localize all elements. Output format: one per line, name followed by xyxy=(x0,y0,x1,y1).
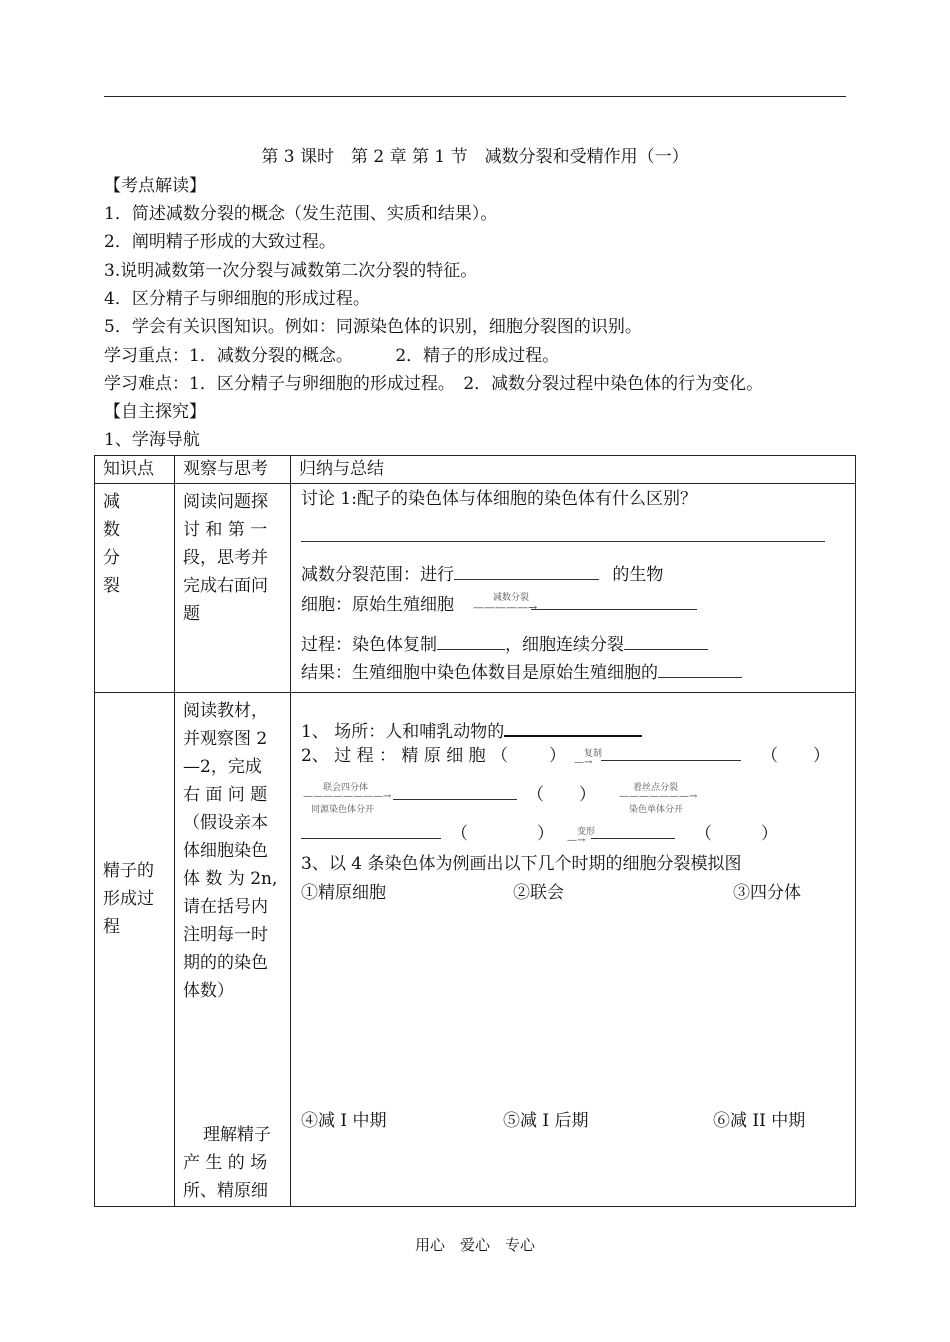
arrow-icon: ————————→ xyxy=(303,791,392,802)
topic-line: 程 xyxy=(103,917,120,937)
centromere-arrow xyxy=(619,783,697,815)
place-blank[interactable] xyxy=(504,721,642,737)
secondary-blank[interactable] xyxy=(393,785,517,800)
replicate-arrow xyxy=(574,749,602,767)
place-line xyxy=(301,721,642,743)
answer-line[interactable] xyxy=(301,541,825,542)
observe-line: 并观察图 2 xyxy=(183,729,268,749)
topic-line: 形成过 xyxy=(103,889,154,909)
point-3: 3.说明减数第一次分裂与减数第二次分裂的特征。 xyxy=(104,261,478,281)
scope-blank[interactable] xyxy=(454,565,599,580)
observe-line: 阅读教材， xyxy=(183,701,268,721)
replicate-blank[interactable] xyxy=(437,635,505,650)
stage-label: ③四分体 xyxy=(733,883,801,903)
paren-open: （ xyxy=(761,746,778,766)
scope-line xyxy=(301,564,663,586)
observe-line: 体细胞染色 xyxy=(183,841,268,861)
cell-line xyxy=(301,594,454,616)
scope-label: 减数分裂范围：进行 xyxy=(301,565,454,585)
topic-char: 减 xyxy=(103,492,120,512)
result-blank[interactable] xyxy=(658,663,742,678)
nav-heading: 1、学海导航 xyxy=(104,430,200,450)
centromere-arrow-bottom: 染色单体分开 xyxy=(629,805,684,815)
paren-close: ） xyxy=(813,746,830,766)
point-5: 5．学会有关识图知识。例如：同源染色体的识别，细胞分裂图的识别。 xyxy=(104,317,642,337)
observe-line: （假设亲本 xyxy=(183,813,268,833)
stage-label: ②联会 xyxy=(513,883,564,903)
difficulties: 学习难点：1．区分精子与卵细胞的形成过程。 2．减数分裂过程中染色体的行为变化。 xyxy=(104,374,764,394)
divide-blank[interactable] xyxy=(624,635,708,650)
cell-label: 细胞：原始生殖细胞 xyxy=(301,595,454,615)
header-rule xyxy=(104,96,846,97)
paren-open: （ xyxy=(451,824,468,844)
arrow-icon: ———————→ xyxy=(619,791,698,802)
stage-label: ⑥减 II 中期 xyxy=(713,1111,806,1131)
process-label: 2、 过 程 ： 精 原 细 胞 （ xyxy=(301,746,509,766)
place-label: 1、 场所：人和哺乳动物的 xyxy=(301,722,505,742)
observe-line: 讨 和 第 一 xyxy=(183,520,268,540)
primary-blank[interactable] xyxy=(601,746,741,761)
stage-label: ①精原细胞 xyxy=(301,883,386,903)
point-4: 4．区分精子与卵细胞的形成过程。 xyxy=(104,289,370,309)
observe-line: 注明每一时 xyxy=(183,925,268,945)
topic-char: 数 xyxy=(103,520,120,540)
paren-close: ） xyxy=(537,824,554,844)
study-table xyxy=(94,455,856,1207)
table-row-meiosis xyxy=(95,484,856,693)
arrow-icon: —→ xyxy=(567,835,586,846)
point-1: 1．简述减数分裂的概念（发生范围、实质和结果）。 xyxy=(104,204,498,224)
table-header-row xyxy=(95,456,856,484)
result-label: 结果：生殖细胞中染色体数目是原始生殖细胞的 xyxy=(301,663,658,683)
transform-arrow-label: 变形 xyxy=(577,827,596,837)
observe-line: 阅读问题探 xyxy=(183,492,268,512)
observe-line: —2，完成 xyxy=(183,757,262,777)
topic-char: 裂 xyxy=(103,576,120,596)
meiosis-arrow xyxy=(473,593,537,613)
process-label-b: ，细胞连续分裂 xyxy=(505,635,624,655)
replicate-arrow-label: 复制 xyxy=(584,749,603,759)
observe-line: 体 数 为 2n, xyxy=(183,869,278,889)
section-heading-exam: 【考点解读】 xyxy=(104,176,206,196)
draw-instruction: 3、以 4 条染色体为例画出以下几个时期的细胞分裂模拟图 xyxy=(301,854,742,874)
header-observe: 观察与思考 xyxy=(175,456,291,484)
observe-line: 题 xyxy=(183,604,200,624)
observe2-line: 产 生 的 场 xyxy=(183,1153,268,1173)
point-2: 2．阐明精子形成的大致过程。 xyxy=(104,232,336,252)
observe-line: 完成右面问 xyxy=(183,576,268,596)
cell-blank[interactable] xyxy=(531,595,697,610)
sperm-blank[interactable] xyxy=(591,824,675,839)
arrow-icon: —→ xyxy=(574,757,593,768)
stage-label: ④减 I 中期 xyxy=(301,1111,387,1131)
page-footer: 用心 爱心 专心 xyxy=(414,1236,535,1254)
meiosis-arrow-label: 减数分裂 xyxy=(493,593,530,603)
observe-line: 右 面 问 题 xyxy=(183,785,268,805)
header-summary: 归纳与总结 xyxy=(291,456,856,484)
key-points: 学习重点：1．减数分裂的概念。 2．精子的形成过程。 xyxy=(104,346,560,366)
topic-line: 精子的 xyxy=(103,861,154,881)
topic-char: 分 xyxy=(103,548,120,568)
header-topic: 知识点 xyxy=(95,456,175,484)
paren-close: ） xyxy=(761,824,778,844)
paren-open: （ xyxy=(527,785,544,805)
synapsis-arrow-bottom: 同源染色体分开 xyxy=(311,805,375,815)
arrow-icon: —————→ xyxy=(473,601,538,614)
observe-line: 请在括号内 xyxy=(183,897,268,917)
synapsis-arrow-top: 联会四分体 xyxy=(323,783,369,793)
observe-line: 段，思考并 xyxy=(183,548,268,568)
scope-tail: 的生物 xyxy=(612,565,664,585)
synapsis-arrow xyxy=(303,783,391,815)
observe2-line: 所、精原细 xyxy=(183,1181,268,1201)
process-label: 过程：染色体复制 xyxy=(301,635,437,655)
paren-open: （ xyxy=(695,824,712,844)
paren-close: ） xyxy=(549,746,566,766)
paren-close: ） xyxy=(579,785,596,805)
result-line xyxy=(301,662,742,684)
observe-line: 期的的染色 xyxy=(183,953,268,973)
section-heading-explore: 【自主探究】 xyxy=(104,402,206,422)
spermatid-blank[interactable] xyxy=(301,824,441,839)
discussion-question: 讨论 1:配子的染色体与体细胞的染色体有什么区别？ xyxy=(301,489,697,509)
observe2-line: 理解精子 xyxy=(203,1125,271,1145)
centromere-arrow-top: 着丝点分裂 xyxy=(633,783,679,793)
stage-label: ⑤减 I 后期 xyxy=(503,1111,589,1131)
page-title: 第 3 课时 第 2 章 第 1 节 减数分裂和受精作用（一） xyxy=(261,147,689,167)
observe-line: 体数） xyxy=(183,981,234,1001)
process-line xyxy=(301,634,708,656)
table-row-sperm xyxy=(95,693,856,1207)
